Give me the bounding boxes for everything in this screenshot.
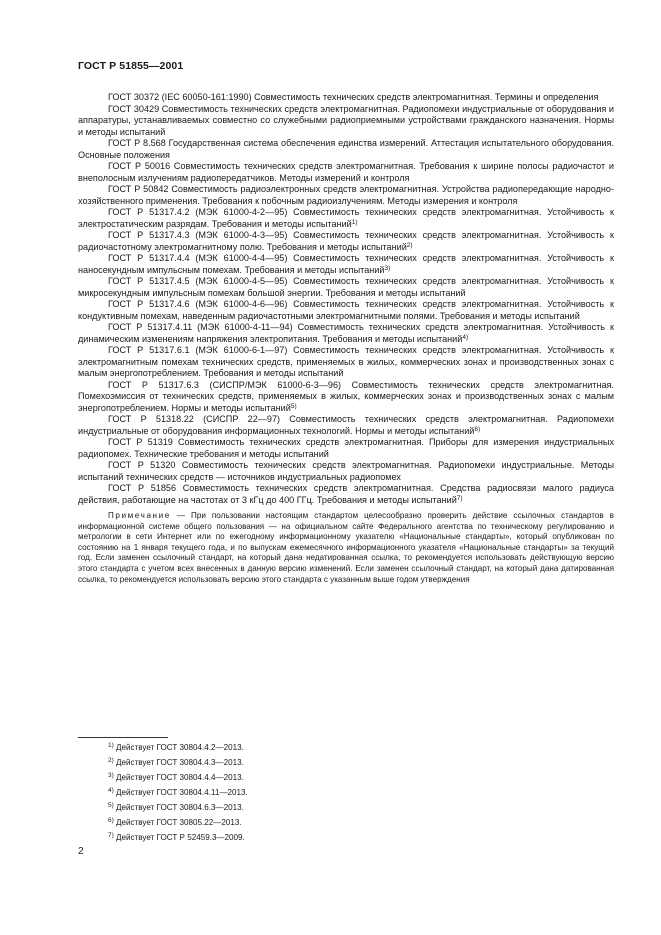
footnote-ref: 5) (290, 402, 297, 410)
footnote (108, 740, 248, 755)
reference-text: ГОСТ Р 51319 Совместимость технических средств электромагнитная. Приборы для измерения индустриальных радиопомех. Технические требования и методы испытаний (78, 437, 614, 459)
footnote-ref: 6) (474, 425, 481, 433)
footnote-text: Действует ГОСТ Р 52459.3—2009. (116, 833, 245, 842)
reference-text: ГОСТ Р 51320 Совместимость технических средств электромагнитная. Радиопомехи индустриальные. Методы испытаний технических средств — источников индустриальных радиопомех (78, 460, 614, 482)
footnote-mark: 1) (108, 742, 114, 749)
footnote-ref: 3) (384, 264, 391, 272)
reference-item (78, 138, 614, 161)
footnote-mark: 3) (108, 772, 114, 779)
document-header: ГОСТ Р 51855—2001 (78, 60, 184, 72)
reference-item (78, 483, 614, 506)
footnote-text: Действует ГОСТ 30804.4.11—2013. (116, 788, 248, 797)
reference-item (78, 92, 614, 104)
reference-text: ГОСТ Р 51317.4.2 (МЭК 61000-4-2—95) Совместимость технических средств электромагнитная. Устойчивость к электростатическим разрядам. Требования и методы испытаний (78, 207, 614, 229)
footnote (108, 770, 248, 785)
reference-text: ГОСТ Р 51317.4.3 (МЭК 61000-4-3—95) Совместимость технических средств электромагнитная. Устойчивость к радиочастотному электромагнитному полю. Требования и методы испытаний (78, 230, 614, 252)
reference-text: ГОСТ 30429 Совместимость технических средств электромагнитная. Радиопомехи индустриальные от оборудования и аппаратуры, устанавливаемых совместно со служебными радиоприемными устройствами гражданского назначения. Нормы и методы испытаний (78, 103, 614, 137)
footnote (108, 830, 248, 845)
reference-item (78, 299, 614, 322)
footnote-text: Действует ГОСТ 30804.6.3—2013. (116, 803, 244, 812)
reference-text: ГОСТ Р 50842 Совместимость радиоэлектронных средств электромагнитная. Устройства радиопередающие народно-хозяйственного применения. Требования к побочным радиоизлучениям. Методы измерения и контроля (78, 184, 614, 206)
reference-item (78, 414, 614, 437)
footnote-ref: 7) (456, 494, 463, 502)
footnote-text: Действует ГОСТ 30804.4.2—2013. (116, 743, 244, 752)
footnote-mark: 2) (108, 757, 114, 764)
reference-text: ГОСТ Р 51317.4.6 (МЭК 61000-4-6—96) Совместимость технических средств электромагнитная. Устойчивость к кондуктивным помехам, наведенным радиочастотными электромагнитными полями. Требования и методы испытаний (78, 299, 614, 321)
footnote-text: Действует ГОСТ 30804.4.4—2013. (116, 773, 244, 782)
footnote-mark: 7) (108, 832, 114, 839)
reference-text: ГОСТ Р 51317.6.1 (МЭК 61000-6-1—97) Совместимость технических средств электромагнитная. Устойчивость к электромагнитным помехам технических средств, применяемых в жилых, коммерческих зонах и производственных зонах с малым энергопотреблением. Требования и методы испытаний (78, 345, 614, 378)
reference-text: ГОСТ Р 51317.4.5 (МЭК 61000-4-5—95) Совместимость технических средств электромагнитная. Устойчивость к микросекундным импульсным помехам большой энергии. Требования и методы испытаний (78, 276, 614, 298)
footnote-mark: 6) (108, 817, 114, 824)
note-paragraph (78, 511, 614, 585)
reference-text: ГОСТ Р 51317.4.11 (МЭК 61000-4-11—94) Совместимость технических средств электромагнитная. Устойчивость к динамическим изменениям напряжения электропитания. Требования и методы испытаний (78, 322, 614, 344)
reference-text: ГОСТ Р 51856 Совместимость технических средств электромагнитная. Средства радиосвязи малого радиуса действия, работающие на частотах от 3 кГц до 400 ГГц. Требования и методы испытаний (78, 483, 614, 505)
reference-text: ГОСТ 30372 (IEC 60050-161:1990) Совместимость технических средств электромагнитная. Термины и определения (108, 92, 599, 102)
reference-item (78, 276, 614, 299)
footnote-mark: 5) (108, 802, 114, 809)
reference-item (78, 322, 614, 345)
footnote-ref: 4) (462, 333, 469, 341)
footnote (108, 785, 248, 800)
reference-item (78, 460, 614, 483)
reference-item (78, 380, 614, 415)
note-text: — При пользовании настоящим стандартом целесообразно проверить действие ссылочных стандартов в информационной системе общего пользования — на официальном сайте Федерального агентства по техническому регулированию и метрологии в сети Интернет или по ежегодному информационному указателю «Национальные стандарты», который опубликован по состоянию на 1 января текущего года, и по выпускам ежемесячного информационного указателя «Национальные стандарты» за текущий год. Если заменен ссылочный стандарт, на который дана недатированная ссылка, то рекомендуется использовать действующую версию этого стандарта с учетом всех внесенных в данную версию изменений. Если заменен ссылочный стандарт, на который дана датированная ссылка, то рекомендуется использовать версию этого стандарта с указанным выше годом утверждения (78, 511, 614, 584)
reference-text: ГОСТ Р 51317.4.4 (МЭК 61000-4-4—95) Совместимость технических средств электромагнитная. Устойчивость к наносекундным импульсным помехам. Требования и методы испытаний (78, 253, 614, 275)
reference-item (78, 230, 614, 253)
footnote-ref: 2) (406, 241, 413, 249)
footnote-text: Действует ГОСТ 30805.22—2013. (116, 818, 242, 827)
reference-item (78, 253, 614, 276)
reference-text: ГОСТ Р 51317.6.3 (СИСПР/МЭК 61000-6-3—96) Совместимость технических средств электромагнитная. Помехоэмиссия от технических средств, применяемых в жилых, коммерческих зонах и производственных зонах с малым энергопотреблением. Нормы и методы испытаний (78, 379, 614, 413)
reference-text: ГОСТ Р 50016 Совместимость технических средств электромагнитная. Требования к ширине полосы радиочастот и внеполосным излучениям радиопередатчиков. Методы измерений и контроля (78, 161, 614, 183)
reference-item (78, 184, 614, 207)
footnote (108, 800, 248, 815)
reference-item (78, 437, 614, 460)
reference-item (78, 345, 614, 380)
reference-text: ГОСТ Р 51318.22 (СИСПР 22—97) Совместимость технических средств электромагнитная. Радиопомехи индустриальные от оборудования информационных технологий. Нормы и методы испытаний (78, 414, 614, 436)
footnote-ref: 1) (351, 218, 358, 226)
footnote-divider (78, 737, 168, 738)
page-number: 2 (78, 846, 84, 857)
note-label: Примечание (108, 511, 171, 520)
footnote (108, 755, 248, 770)
footnote-text: Действует ГОСТ 30804.4.3—2013. (116, 758, 244, 767)
reference-item (78, 207, 614, 230)
footnotes-list (108, 740, 248, 845)
reference-item (78, 161, 614, 184)
footnote (108, 815, 248, 830)
footnote-mark: 4) (108, 787, 114, 794)
reference-item (78, 104, 614, 139)
reference-text: ГОСТ Р 8.568 Государственная система обеспечения единства измерений. Аттестация испытательного оборудования. Основные положения (78, 138, 614, 160)
references-list (78, 92, 614, 585)
